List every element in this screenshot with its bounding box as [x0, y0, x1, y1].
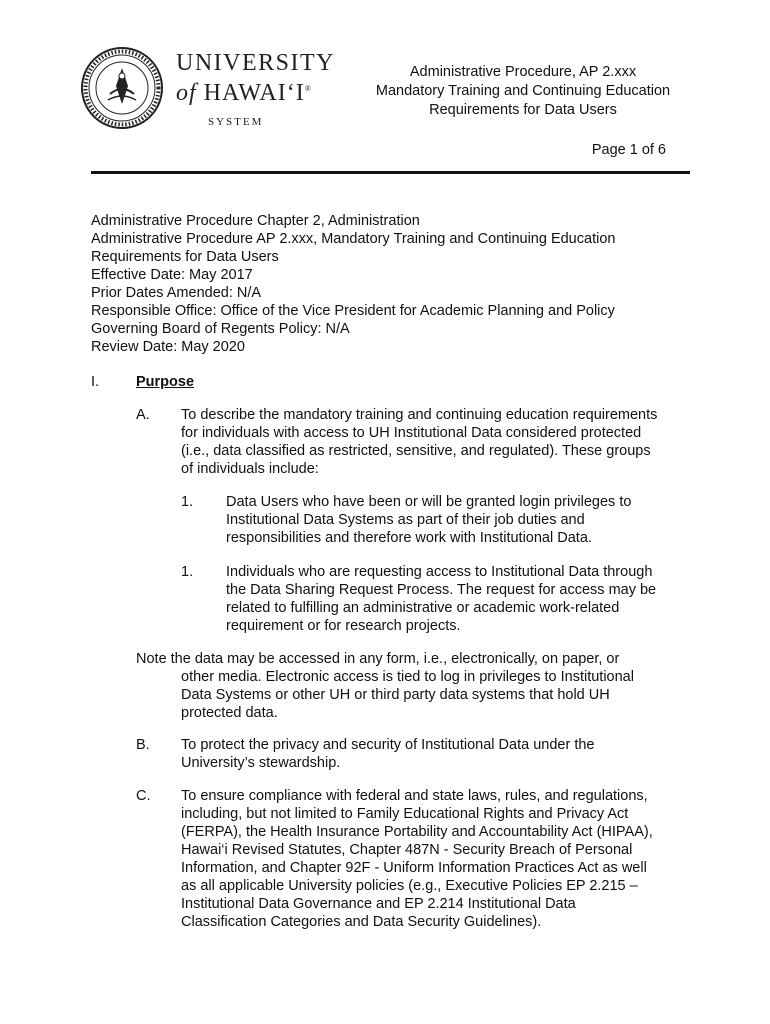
section-title: Purpose: [136, 374, 195, 390]
text-line: University’s stewardship.: [181, 755, 341, 771]
note-first-line: Note the data may be accessed in any form, i.e., electronically, on paper, or: [136, 651, 620, 667]
text-line: Classification Categories and Data Security Guidelines).: [181, 914, 542, 930]
registered-mark: ®: [304, 84, 312, 93]
meta-line: Prior Dates Amended: N/A: [91, 285, 262, 301]
text-line: of individuals include:: [181, 461, 319, 477]
text-line: responsibilities and therefore work with Institutional Data.: [226, 530, 592, 546]
note-line: protected data.: [181, 705, 278, 721]
text-line: Individuals who are requesting access to Institutional Data through: [226, 564, 653, 580]
item-label: B.: [136, 737, 150, 753]
item-label: C.: [136, 788, 151, 804]
meta-line: Administrative Procedure Chapter 2, Administration: [91, 213, 420, 229]
text-line: To protect the privacy and security of Institutional Data under the: [181, 737, 595, 753]
text-line: Hawai‘i Revised Statutes, Chapter 487N - Security Breach of Personal: [181, 842, 633, 858]
section-number: I.: [91, 374, 100, 390]
page-number: Page 1 of 6: [591, 142, 666, 158]
meta-line: Responsible Office: Office of the Vice President for Academic Planning and Policy: [91, 303, 615, 319]
item-text: [226, 493, 691, 547]
wordmark-line2: [176, 76, 335, 106]
meta-line: Administrative Procedure AP 2.xxx, Mandatory Training and Continuing Education: [91, 231, 616, 247]
wordmark-line1: UNIVERSITY: [176, 50, 335, 76]
wordmark-line3: SYSTEM: [208, 116, 264, 128]
text-line: requirement or for research projects.: [226, 618, 461, 634]
meta-line: Effective Date: May 2017: [91, 267, 253, 283]
item-text: [226, 563, 691, 635]
text-line: To describe the mandatory training and continuing education requirements: [181, 407, 658, 423]
item-label: 1.: [181, 564, 194, 580]
text-line: the Data Sharing Request Process. The request for access may be: [226, 582, 657, 598]
header-line3: Requirements for Data Users: [429, 102, 617, 118]
note-line: other media. Electronic access is tied to log in privileges to Institutional: [181, 669, 634, 685]
text-line: for individuals with access to UH Institutional Data considered protected: [181, 425, 642, 441]
text-line: Information, and Chapter 92F - Uniform Information Practices Act as well: [181, 860, 647, 876]
item-text: [181, 736, 696, 772]
text-line: Institutional Data Governance and EP 2.214 Institutional Data: [181, 896, 576, 912]
header-divider: [91, 171, 690, 174]
item-text: [181, 787, 696, 931]
meta-line: Review Date: May 2020: [91, 339, 245, 355]
header-line2: Mandatory Training and Continuing Education: [375, 83, 671, 99]
text-line: Data Users who have been or will be granted login privileges to: [226, 494, 632, 510]
text-line: Institutional Data Systems as part of their job duties and: [226, 512, 585, 528]
wordmark-of: of: [176, 80, 197, 106]
note-line: Data Systems or other UH or third party data systems that hold UH: [181, 687, 610, 703]
text-line: including, but not limited to Family Educational Rights and Privacy Act: [181, 806, 629, 822]
item-text: [181, 406, 696, 478]
text-line: as all applicable University policies (e.g., Executive Policies EP 2.215 –: [181, 878, 638, 894]
text-line: (i.e., data classified as restricted, sensitive, and regulated). These groups: [181, 443, 651, 459]
header-line1: Administrative Procedure, AP 2.xxx: [409, 64, 637, 80]
meta-line: Governing Board of Regents Policy: N/A: [91, 321, 350, 337]
procedure-metadata: [91, 212, 691, 356]
item-label: A.: [136, 407, 150, 423]
university-seal-icon: [80, 46, 164, 130]
text-line: (FERPA), the Health Insurance Portability and Accountability Act (HIPAA),: [181, 824, 653, 840]
document-header: [358, 63, 688, 120]
note-paragraph: [136, 650, 656, 722]
university-logo: [80, 46, 335, 128]
university-wordmark: [176, 50, 335, 128]
wordmark-hawaii: HAWAI‘I: [203, 80, 305, 106]
item-label: 1.: [181, 494, 194, 510]
text-line: To ensure compliance with federal and state laws, rules, and regulations,: [181, 788, 648, 804]
text-line: related to fulfilling an administrative or academic work-related: [226, 600, 620, 616]
meta-line: Requirements for Data Users: [91, 249, 279, 265]
